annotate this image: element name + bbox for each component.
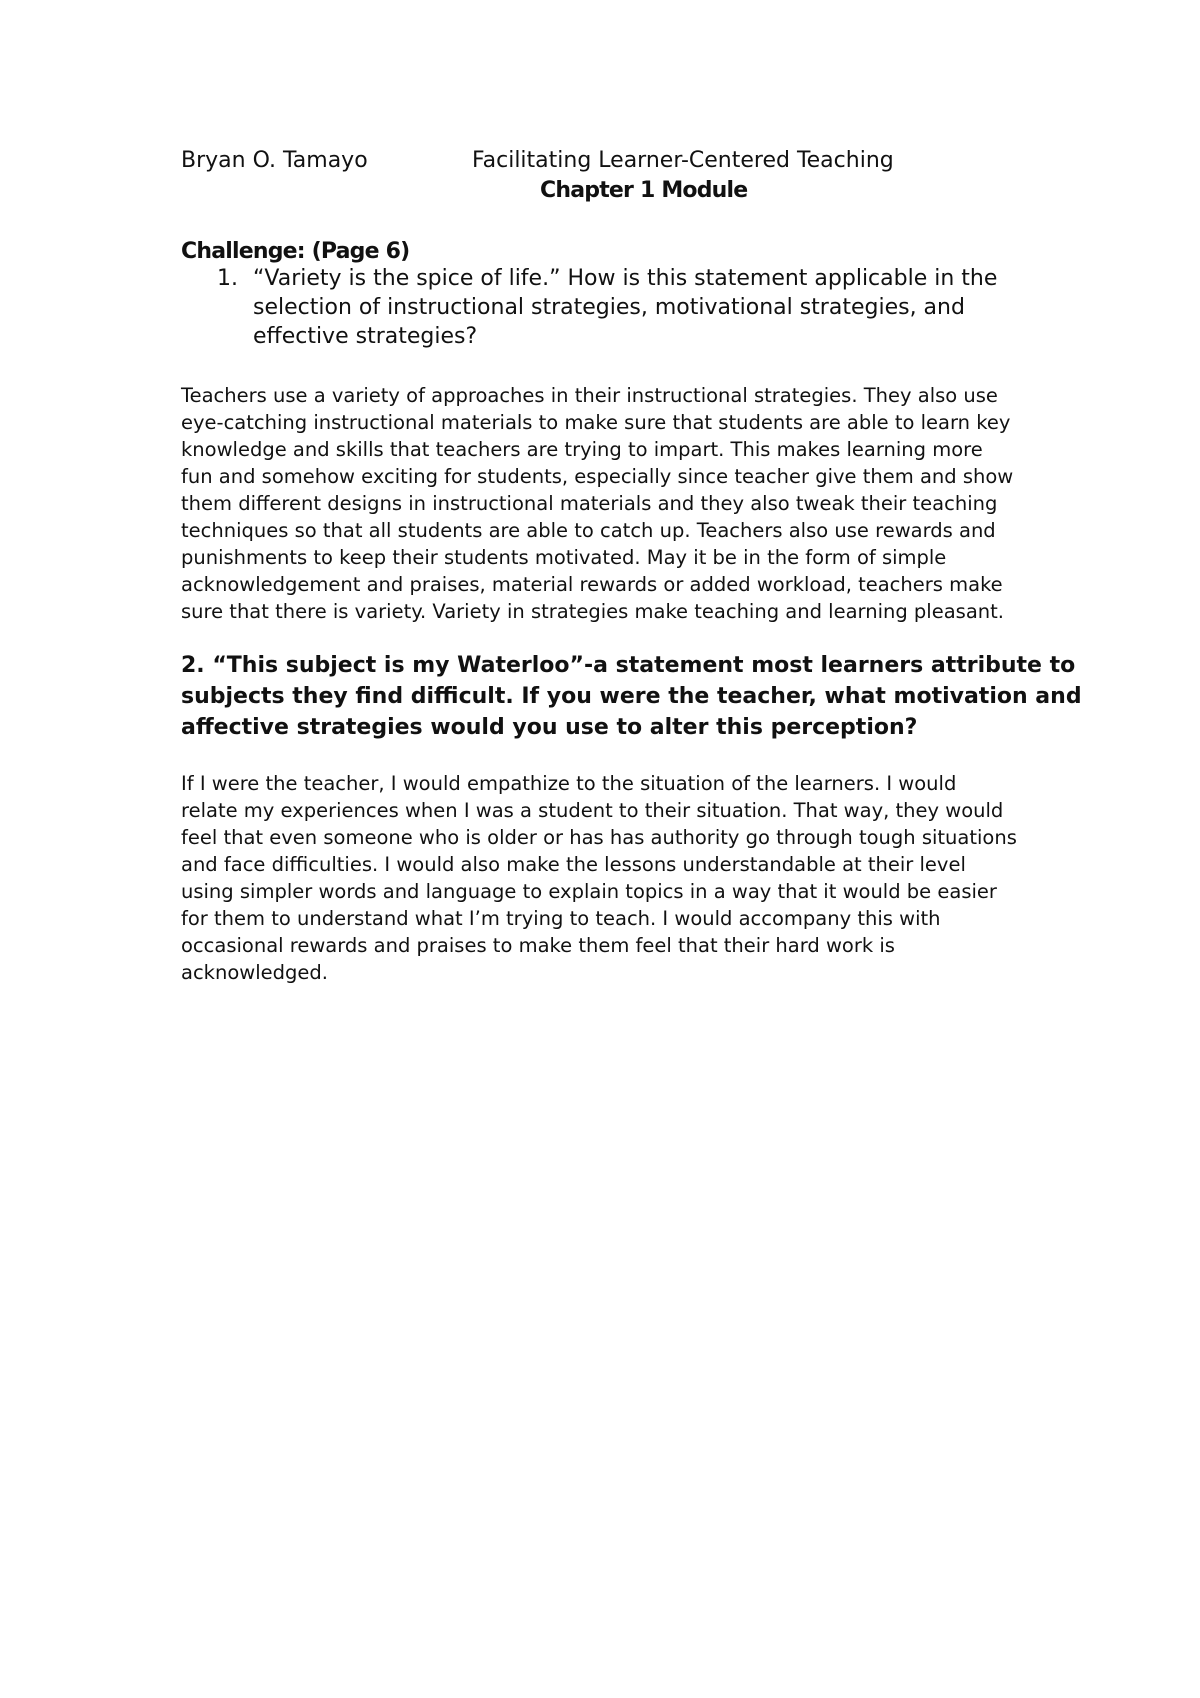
course-title: Facilitating Learner-Centered Teaching	[472, 148, 894, 173]
answer-line: and face difficulties. I would also make the lessons understandable at their level	[181, 853, 966, 876]
answer-line: feel that even someone who is older or has has authority go through tough situations	[181, 826, 1017, 849]
question-line: 2. “This subject is my Waterloo”-a statement most learners attribute to	[181, 653, 1076, 678]
answer-line: eye-catching instructional materials to make sure that students are able to learn key	[181, 411, 1011, 434]
answer-line: techniques so that all students are able to catch up. Teachers also use rewards and	[181, 519, 996, 542]
question-line: effective strategies?	[253, 324, 478, 349]
question-line: “Variety is the spice of life.” How is this statement applicable in the	[253, 266, 998, 291]
answer-line: punishments to keep their students motivated. May it be in the form of simple	[181, 546, 947, 569]
answer-line: occasional rewards and praises to make them feel that their hard work is	[181, 934, 895, 957]
chapter-title: Chapter 1 Module	[540, 178, 748, 203]
challenge-heading: Challenge: (Page 6)	[181, 239, 410, 264]
answer-line: them different designs in instructional materials and they also tweak their teaching	[181, 492, 998, 515]
question-2	[181, 650, 1081, 743]
answer-line: acknowledged.	[181, 961, 328, 984]
question-1-text	[253, 264, 998, 351]
answer-line: sure that there is variety. Variety in strategies make teaching and learning pleasant.	[181, 600, 1004, 623]
answer-line: for them to understand what I’m trying to teach. I would accompany this with	[181, 907, 941, 930]
answer-line: knowledge and skills that teachers are trying to impart. This makes learning more	[181, 438, 983, 461]
answer-line: relate my experiences when I was a student to their situation. That way, they would	[181, 799, 1004, 822]
question-line: affective strategies would you use to alter this perception?	[181, 715, 918, 740]
answer-1	[181, 382, 1081, 625]
answer-2	[181, 770, 1081, 986]
question-line: subjects they find difficult. If you were the teacher, what motivation and	[181, 684, 1082, 709]
answer-line: using simpler words and language to explain topics in a way that it would be easier	[181, 880, 997, 903]
author-name: Bryan O. Tamayo	[181, 148, 368, 173]
question-1-number: 1.	[217, 266, 238, 291]
answer-line: If I were the teacher, I would empathize to the situation of the learners. I would	[181, 772, 957, 795]
answer-line: fun and somehow exciting for students, especially since teacher give them and show	[181, 465, 1014, 488]
answer-line: acknowledgement and praises, material rewards or added workload, teachers make	[181, 573, 1003, 596]
answer-line: Teachers use a variety of approaches in their instructional strategies. They also use	[181, 384, 998, 407]
question-line: selection of instructional strategies, motivational strategies, and	[253, 295, 965, 320]
